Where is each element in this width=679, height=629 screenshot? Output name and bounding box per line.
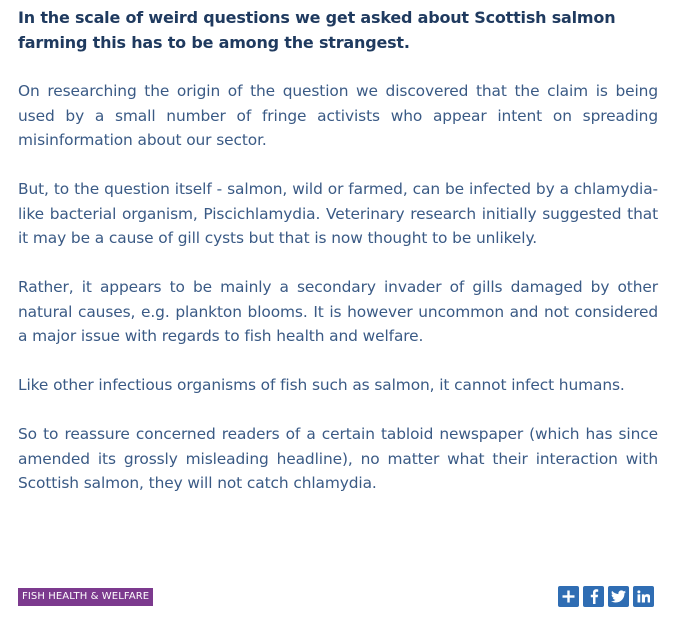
article-paragraph: But, to the question itself - salmon, wild or farmed, can be infected by a chlamydia-like bacterial organism, Piscichlamydia. Veterinary research initially suggested that it may be a cause of gill cysts but that is now thought to be unlikely. (18, 180, 658, 247)
article-lead: In the scale of weird questions we get asked about Scottish salmon farming this has to be among the strangest. (18, 8, 616, 52)
plus-icon (562, 590, 575, 603)
article-paragraph: On researching the origin of the question we discovered that the claim is being used by a small number of fringe activists who appear intent on spreading misinformation about our sector. (18, 82, 658, 149)
share-more-button[interactable] (558, 586, 579, 607)
article-paragraph: Rather, it appears to be mainly a secondary invader of gills damaged by other natural causes, e.g. plankton blooms. It is however uncommon and not considered a major issue with regards to fish health and welfare. (18, 278, 658, 345)
article-paragraph: So to reassure concerned readers of a certain tabloid newspaper (which has since amended its grossly misleading headline), no matter what their interaction with Scottish salmon, they will not catch chlamydia. (18, 425, 658, 492)
share-facebook-button[interactable] (583, 586, 604, 607)
share-linkedin-button[interactable] (633, 586, 654, 607)
article-body (18, 6, 658, 520)
twitter-icon (611, 590, 626, 603)
share-buttons (558, 586, 654, 607)
category-tag[interactable]: FISH HEALTH & WELFARE (18, 588, 153, 606)
facebook-icon (589, 589, 599, 604)
linkedin-icon (637, 590, 650, 603)
article-paragraph: Like other infectious organisms of fish such as salmon, it cannot infect humans. (18, 376, 625, 394)
article-footer (18, 586, 658, 610)
share-twitter-button[interactable] (608, 586, 629, 607)
